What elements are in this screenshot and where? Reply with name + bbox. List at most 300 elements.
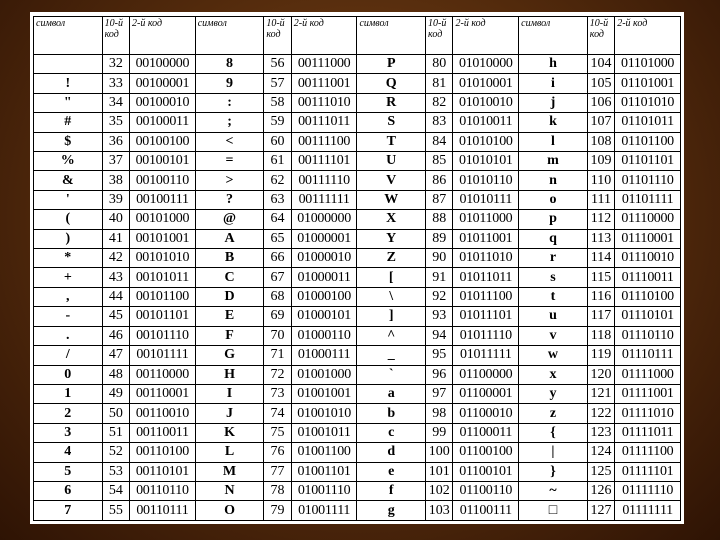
symbol-cell: \ bbox=[357, 287, 426, 306]
decimal-code-cell: 33 bbox=[102, 74, 129, 93]
binary-code-cell: 00101000 bbox=[130, 210, 196, 229]
table-row bbox=[34, 74, 681, 93]
symbol-cell: d bbox=[357, 443, 426, 462]
binary-code-cell: 01010010 bbox=[453, 93, 519, 112]
decimal-code-cell: 73 bbox=[264, 384, 291, 403]
binary-code-cell: 01001011 bbox=[291, 423, 357, 442]
binary-code-cell: 00100110 bbox=[130, 171, 196, 190]
symbol-cell: n bbox=[519, 171, 588, 190]
decimal-code-cell: 83 bbox=[426, 113, 453, 132]
symbol-cell: ' bbox=[34, 190, 103, 209]
symbol-cell: } bbox=[519, 462, 588, 481]
symbol-cell: K bbox=[195, 423, 264, 442]
decimal-code-cell: 41 bbox=[102, 229, 129, 248]
table-row bbox=[34, 462, 681, 481]
binary-code-cell: 01000010 bbox=[291, 249, 357, 268]
decimal-code-cell: 82 bbox=[426, 93, 453, 112]
decimal-code-cell: 53 bbox=[102, 462, 129, 481]
decimal-code-cell: 94 bbox=[426, 326, 453, 345]
table-row bbox=[34, 346, 681, 365]
symbol-cell: U bbox=[357, 152, 426, 171]
symbol-cell: ~ bbox=[519, 481, 588, 500]
decimal-code-cell: 32 bbox=[102, 55, 129, 74]
symbol-cell: P bbox=[357, 55, 426, 74]
binary-code-cell: 00101010 bbox=[130, 249, 196, 268]
binary-code-cell: 00100101 bbox=[130, 152, 196, 171]
decimal-code-cell: 96 bbox=[426, 365, 453, 384]
decimal-code-cell: 59 bbox=[264, 113, 291, 132]
table-row bbox=[34, 113, 681, 132]
symbol-cell: { bbox=[519, 423, 588, 442]
decimal-code-cell: 47 bbox=[102, 346, 129, 365]
decimal-code-cell: 44 bbox=[102, 287, 129, 306]
symbol-cell: 7 bbox=[34, 501, 103, 521]
decimal-code-cell: 120 bbox=[587, 365, 614, 384]
binary-code-cell: 01000111 bbox=[291, 346, 357, 365]
binary-code-cell: 00101011 bbox=[130, 268, 196, 287]
symbol-cell: | bbox=[519, 443, 588, 462]
decimal-code-cell: 124 bbox=[587, 443, 614, 462]
table-row bbox=[34, 287, 681, 306]
symbol-cell: ^ bbox=[357, 326, 426, 345]
binary-code-cell: 00110100 bbox=[130, 443, 196, 462]
binary-code-cell: 00110000 bbox=[130, 365, 196, 384]
decimal-code-cell: 91 bbox=[426, 268, 453, 287]
binary-code-cell: 00111000 bbox=[291, 55, 357, 74]
binary-code-cell: 01000001 bbox=[291, 229, 357, 248]
binary-code-cell: 00111011 bbox=[291, 113, 357, 132]
symbol-cell: m bbox=[519, 152, 588, 171]
decimal-code-cell: 80 bbox=[426, 55, 453, 74]
binary-code-cell: 00111110 bbox=[291, 171, 357, 190]
decimal-code-cell: 102 bbox=[426, 481, 453, 500]
decimal-code-cell: 40 bbox=[102, 210, 129, 229]
binary-code-cell: 00101111 bbox=[130, 346, 196, 365]
decimal-code-cell: 63 bbox=[264, 190, 291, 209]
decimal-code-cell: 125 bbox=[587, 462, 614, 481]
symbol-cell: > bbox=[195, 171, 264, 190]
decimal-code-cell: 85 bbox=[426, 152, 453, 171]
binary-code-cell: 01110100 bbox=[615, 287, 681, 306]
binary-code-cell: 00110101 bbox=[130, 462, 196, 481]
binary-code-cell: 01011010 bbox=[453, 249, 519, 268]
symbol-cell: u bbox=[519, 307, 588, 326]
symbol-cell: b bbox=[357, 404, 426, 423]
decimal-code-cell: 54 bbox=[102, 481, 129, 500]
decimal-code-cell: 117 bbox=[587, 307, 614, 326]
binary-code-cell: 01101001 bbox=[615, 74, 681, 93]
binary-code-cell: 00110001 bbox=[130, 384, 196, 403]
decimal-code-cell: 65 bbox=[264, 229, 291, 248]
decimal-code-cell: 121 bbox=[587, 384, 614, 403]
binary-code-cell: 01100101 bbox=[453, 462, 519, 481]
symbol-cell: # bbox=[34, 113, 103, 132]
decimal-code-cell: 55 bbox=[102, 501, 129, 521]
binary-code-cell: 00100000 bbox=[130, 55, 196, 74]
binary-code-cell: 01101111 bbox=[615, 190, 681, 209]
binary-code-cell: 01100111 bbox=[453, 501, 519, 521]
decimal-code-cell: 72 bbox=[264, 365, 291, 384]
decimal-code-cell: 48 bbox=[102, 365, 129, 384]
decimal-code-cell: 66 bbox=[264, 249, 291, 268]
binary-code-cell: 00111111 bbox=[291, 190, 357, 209]
symbol-cell: [ bbox=[357, 268, 426, 287]
symbol-cell: 0 bbox=[34, 365, 103, 384]
decimal-code-cell: 95 bbox=[426, 346, 453, 365]
symbol-cell: a bbox=[357, 384, 426, 403]
binary-code-cell: 01100001 bbox=[453, 384, 519, 403]
binary-code-cell: 01100100 bbox=[453, 443, 519, 462]
binary-code-cell: 01000101 bbox=[291, 307, 357, 326]
symbol-cell: s bbox=[519, 268, 588, 287]
symbol-cell: i bbox=[519, 74, 588, 93]
header-decimal-code: 10-й код bbox=[102, 17, 129, 55]
binary-code-cell: 00111010 bbox=[291, 93, 357, 112]
decimal-code-cell: 126 bbox=[587, 481, 614, 500]
binary-code-cell: 01110110 bbox=[615, 326, 681, 345]
decimal-code-cell: 71 bbox=[264, 346, 291, 365]
decimal-code-cell: 34 bbox=[102, 93, 129, 112]
binary-code-cell: 01101000 bbox=[615, 55, 681, 74]
decimal-code-cell: 116 bbox=[587, 287, 614, 306]
decimal-code-cell: 127 bbox=[587, 501, 614, 521]
symbol-cell: D bbox=[195, 287, 264, 306]
decimal-code-cell: 52 bbox=[102, 443, 129, 462]
symbol-cell: Y bbox=[357, 229, 426, 248]
decimal-code-cell: 103 bbox=[426, 501, 453, 521]
binary-code-cell: 01011100 bbox=[453, 287, 519, 306]
symbol-cell: 5 bbox=[34, 462, 103, 481]
symbol-cell: g bbox=[357, 501, 426, 521]
binary-code-cell: 00111101 bbox=[291, 152, 357, 171]
decimal-code-cell: 46 bbox=[102, 326, 129, 345]
decimal-code-cell: 105 bbox=[587, 74, 614, 93]
binary-code-cell: 01001111 bbox=[291, 501, 357, 521]
decimal-code-cell: 97 bbox=[426, 384, 453, 403]
symbol-cell: q bbox=[519, 229, 588, 248]
binary-code-cell: 01111111 bbox=[615, 501, 681, 521]
decimal-code-cell: 51 bbox=[102, 423, 129, 442]
decimal-code-cell: 35 bbox=[102, 113, 129, 132]
decimal-code-cell: 115 bbox=[587, 268, 614, 287]
binary-code-cell: 01100000 bbox=[453, 365, 519, 384]
header-symbol: символ bbox=[357, 17, 426, 55]
symbol-cell: N bbox=[195, 481, 264, 500]
binary-code-cell: 00101100 bbox=[130, 287, 196, 306]
symbol-cell bbox=[34, 55, 103, 74]
binary-code-cell: 01011011 bbox=[453, 268, 519, 287]
symbol-cell: * bbox=[34, 249, 103, 268]
symbol-cell: c bbox=[357, 423, 426, 442]
symbol-cell: " bbox=[34, 93, 103, 112]
binary-code-cell: 01111010 bbox=[615, 404, 681, 423]
table-row bbox=[34, 307, 681, 326]
decimal-code-cell: 110 bbox=[587, 171, 614, 190]
decimal-code-cell: 50 bbox=[102, 404, 129, 423]
binary-code-cell: 01110000 bbox=[615, 210, 681, 229]
decimal-code-cell: 99 bbox=[426, 423, 453, 442]
symbol-cell: Q bbox=[357, 74, 426, 93]
binary-code-cell: 00110110 bbox=[130, 481, 196, 500]
symbol-cell: Z bbox=[357, 249, 426, 268]
decimal-code-cell: 92 bbox=[426, 287, 453, 306]
table-row bbox=[34, 152, 681, 171]
symbol-cell: & bbox=[34, 171, 103, 190]
symbol-cell: r bbox=[519, 249, 588, 268]
table-row bbox=[34, 132, 681, 151]
header-binary-code: 2-й код bbox=[291, 17, 357, 55]
decimal-code-cell: 107 bbox=[587, 113, 614, 132]
binary-code-cell: 01010101 bbox=[453, 152, 519, 171]
table-row bbox=[34, 443, 681, 462]
decimal-code-cell: 88 bbox=[426, 210, 453, 229]
binary-code-cell: 01000110 bbox=[291, 326, 357, 345]
decimal-code-cell: 122 bbox=[587, 404, 614, 423]
binary-code-cell: 00110010 bbox=[130, 404, 196, 423]
decimal-code-cell: 67 bbox=[264, 268, 291, 287]
symbol-cell: = bbox=[195, 152, 264, 171]
symbol-cell: 1 bbox=[34, 384, 103, 403]
symbol-cell: ] bbox=[357, 307, 426, 326]
decimal-code-cell: 61 bbox=[264, 152, 291, 171]
symbol-cell: J bbox=[195, 404, 264, 423]
binary-code-cell: 01110101 bbox=[615, 307, 681, 326]
decimal-code-cell: 36 bbox=[102, 132, 129, 151]
decimal-code-cell: 64 bbox=[264, 210, 291, 229]
symbol-cell: , bbox=[34, 287, 103, 306]
symbol-cell: I bbox=[195, 384, 264, 403]
decimal-code-cell: 104 bbox=[587, 55, 614, 74]
symbol-cell: ) bbox=[34, 229, 103, 248]
header-symbol: символ bbox=[34, 17, 103, 55]
table-row bbox=[34, 249, 681, 268]
table-row bbox=[34, 93, 681, 112]
symbol-cell: l bbox=[519, 132, 588, 151]
symbol-cell: V bbox=[357, 171, 426, 190]
decimal-code-cell: 109 bbox=[587, 152, 614, 171]
decimal-code-cell: 98 bbox=[426, 404, 453, 423]
symbol-cell: F bbox=[195, 326, 264, 345]
binary-code-cell: 01000011 bbox=[291, 268, 357, 287]
binary-code-cell: 00101110 bbox=[130, 326, 196, 345]
symbol-cell: ` bbox=[357, 365, 426, 384]
symbol-cell: w bbox=[519, 346, 588, 365]
decimal-code-cell: 45 bbox=[102, 307, 129, 326]
symbol-cell: C bbox=[195, 268, 264, 287]
table-row bbox=[34, 210, 681, 229]
symbol-cell: H bbox=[195, 365, 264, 384]
symbol-cell: + bbox=[34, 268, 103, 287]
binary-code-cell: 01001000 bbox=[291, 365, 357, 384]
decimal-code-cell: 58 bbox=[264, 93, 291, 112]
decimal-code-cell: 60 bbox=[264, 132, 291, 151]
symbol-cell: 2 bbox=[34, 404, 103, 423]
binary-code-cell: 01000000 bbox=[291, 210, 357, 229]
binary-code-cell: 01111000 bbox=[615, 365, 681, 384]
header-symbol: символ bbox=[195, 17, 264, 55]
symbol-cell: 6 bbox=[34, 481, 103, 500]
decimal-code-cell: 113 bbox=[587, 229, 614, 248]
decimal-code-cell: 79 bbox=[264, 501, 291, 521]
binary-code-cell: 01001110 bbox=[291, 481, 357, 500]
binary-code-cell: 00110011 bbox=[130, 423, 196, 442]
binary-code-cell: 01011000 bbox=[453, 210, 519, 229]
symbol-cell: t bbox=[519, 287, 588, 306]
header-symbol: символ bbox=[519, 17, 588, 55]
decimal-code-cell: 123 bbox=[587, 423, 614, 442]
binary-code-cell: 00100100 bbox=[130, 132, 196, 151]
symbol-cell: x bbox=[519, 365, 588, 384]
symbol-cell: f bbox=[357, 481, 426, 500]
decimal-code-cell: 100 bbox=[426, 443, 453, 462]
decimal-code-cell: 118 bbox=[587, 326, 614, 345]
binary-code-cell: 01000100 bbox=[291, 287, 357, 306]
decimal-code-cell: 77 bbox=[264, 462, 291, 481]
symbol-cell: o bbox=[519, 190, 588, 209]
symbol-cell: T bbox=[357, 132, 426, 151]
decimal-code-cell: 42 bbox=[102, 249, 129, 268]
decimal-code-cell: 76 bbox=[264, 443, 291, 462]
symbol-cell: 9 bbox=[195, 74, 264, 93]
binary-code-cell: 01011101 bbox=[453, 307, 519, 326]
symbol-cell: W bbox=[357, 190, 426, 209]
decimal-code-cell: 68 bbox=[264, 287, 291, 306]
symbol-cell: □ bbox=[519, 501, 588, 521]
binary-code-cell: 01010111 bbox=[453, 190, 519, 209]
binary-code-cell: 01001101 bbox=[291, 462, 357, 481]
binary-code-cell: 01001001 bbox=[291, 384, 357, 403]
symbol-cell: 4 bbox=[34, 443, 103, 462]
table-row bbox=[34, 229, 681, 248]
header-binary-code: 2-й код bbox=[130, 17, 196, 55]
decimal-code-cell: 57 bbox=[264, 74, 291, 93]
binary-code-cell: 01001100 bbox=[291, 443, 357, 462]
binary-code-cell: 01100010 bbox=[453, 404, 519, 423]
symbol-cell: $ bbox=[34, 132, 103, 151]
binary-code-cell: 01111011 bbox=[615, 423, 681, 442]
symbol-cell: L bbox=[195, 443, 264, 462]
symbol-cell: ( bbox=[34, 210, 103, 229]
table-row bbox=[34, 384, 681, 403]
symbol-cell: . bbox=[34, 326, 103, 345]
symbol-cell: j bbox=[519, 93, 588, 112]
symbol-cell: p bbox=[519, 210, 588, 229]
decimal-code-cell: 78 bbox=[264, 481, 291, 500]
binary-code-cell: 01010011 bbox=[453, 113, 519, 132]
decimal-code-cell: 87 bbox=[426, 190, 453, 209]
symbol-cell: B bbox=[195, 249, 264, 268]
decimal-code-cell: 84 bbox=[426, 132, 453, 151]
binary-code-cell: 01010100 bbox=[453, 132, 519, 151]
decimal-code-cell: 74 bbox=[264, 404, 291, 423]
table-row bbox=[34, 268, 681, 287]
header-decimal-code: 10-й код bbox=[587, 17, 614, 55]
symbol-cell: / bbox=[34, 346, 103, 365]
binary-code-cell: 01111100 bbox=[615, 443, 681, 462]
header-decimal-code: 10-й код bbox=[426, 17, 453, 55]
table-body bbox=[34, 55, 681, 521]
decimal-code-cell: 86 bbox=[426, 171, 453, 190]
binary-code-cell: 01111110 bbox=[615, 481, 681, 500]
binary-code-cell: 01110010 bbox=[615, 249, 681, 268]
symbol-cell: G bbox=[195, 346, 264, 365]
binary-code-cell: 01011111 bbox=[453, 346, 519, 365]
symbol-cell: M bbox=[195, 462, 264, 481]
header-binary-code: 2-й код bbox=[615, 17, 681, 55]
binary-code-cell: 00100111 bbox=[130, 190, 196, 209]
table-row bbox=[34, 326, 681, 345]
binary-code-cell: 01111001 bbox=[615, 384, 681, 403]
ascii-code-table bbox=[33, 16, 681, 521]
symbol-cell: X bbox=[357, 210, 426, 229]
binary-code-cell: 01100011 bbox=[453, 423, 519, 442]
binary-code-cell: 00111100 bbox=[291, 132, 357, 151]
binary-code-cell: 00100001 bbox=[130, 74, 196, 93]
decimal-code-cell: 108 bbox=[587, 132, 614, 151]
binary-code-cell: 01110001 bbox=[615, 229, 681, 248]
decimal-code-cell: 38 bbox=[102, 171, 129, 190]
symbol-cell: < bbox=[195, 132, 264, 151]
decimal-code-cell: 81 bbox=[426, 74, 453, 93]
symbol-cell: h bbox=[519, 55, 588, 74]
decimal-code-cell: 37 bbox=[102, 152, 129, 171]
binary-code-cell: 01011110 bbox=[453, 326, 519, 345]
table-row bbox=[34, 190, 681, 209]
decimal-code-cell: 69 bbox=[264, 307, 291, 326]
table-row bbox=[34, 404, 681, 423]
binary-code-cell: 00111001 bbox=[291, 74, 357, 93]
symbol-cell: k bbox=[519, 113, 588, 132]
binary-code-cell: 01101010 bbox=[615, 93, 681, 112]
table-row bbox=[34, 171, 681, 190]
binary-code-cell: 01100110 bbox=[453, 481, 519, 500]
decimal-code-cell: 119 bbox=[587, 346, 614, 365]
decimal-code-cell: 93 bbox=[426, 307, 453, 326]
symbol-cell: % bbox=[34, 152, 103, 171]
decimal-code-cell: 75 bbox=[264, 423, 291, 442]
binary-code-cell: 01111101 bbox=[615, 462, 681, 481]
decimal-code-cell: 49 bbox=[102, 384, 129, 403]
binary-code-cell: 00101101 bbox=[130, 307, 196, 326]
decimal-code-cell: 43 bbox=[102, 268, 129, 287]
table-header-row bbox=[34, 17, 681, 55]
binary-code-cell: 01101101 bbox=[615, 152, 681, 171]
binary-code-cell: 00100011 bbox=[130, 113, 196, 132]
binary-code-cell: 01010000 bbox=[453, 55, 519, 74]
symbol-cell: z bbox=[519, 404, 588, 423]
symbol-cell: A bbox=[195, 229, 264, 248]
table-row bbox=[34, 423, 681, 442]
symbol-cell: 8 bbox=[195, 55, 264, 74]
binary-code-cell: 01010110 bbox=[453, 171, 519, 190]
symbol-cell: : bbox=[195, 93, 264, 112]
symbol-cell: ? bbox=[195, 190, 264, 209]
binary-code-cell: 01110111 bbox=[615, 346, 681, 365]
table-row bbox=[34, 481, 681, 500]
symbol-cell: _ bbox=[357, 346, 426, 365]
symbol-cell: e bbox=[357, 462, 426, 481]
binary-code-cell: 01101100 bbox=[615, 132, 681, 151]
symbol-cell: S bbox=[357, 113, 426, 132]
symbol-cell: O bbox=[195, 501, 264, 521]
decimal-code-cell: 62 bbox=[264, 171, 291, 190]
decimal-code-cell: 89 bbox=[426, 229, 453, 248]
binary-code-cell: 00110111 bbox=[130, 501, 196, 521]
decimal-code-cell: 114 bbox=[587, 249, 614, 268]
symbol-cell: E bbox=[195, 307, 264, 326]
symbol-cell: @ bbox=[195, 210, 264, 229]
table-row bbox=[34, 55, 681, 74]
